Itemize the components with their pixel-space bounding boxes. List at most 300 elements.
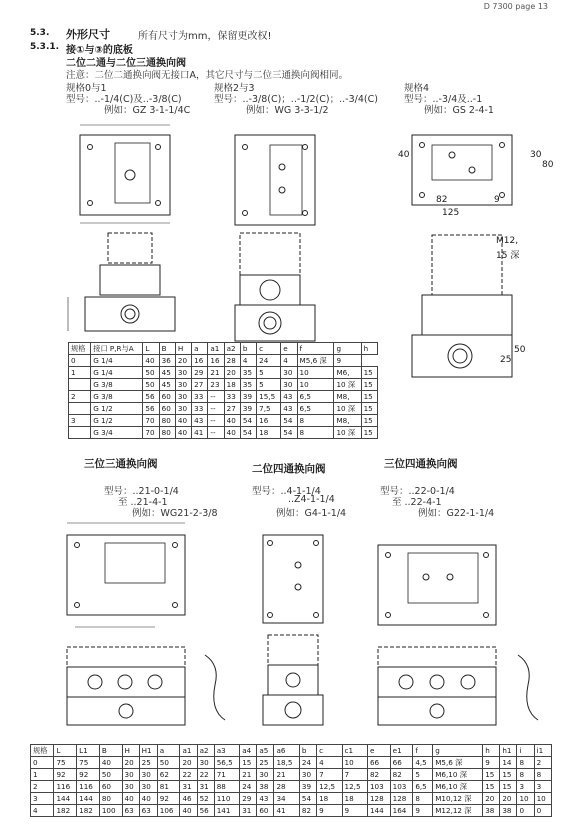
table-header: 规格 xyxy=(69,343,91,355)
table-header: c1 xyxy=(342,745,367,757)
valve-title: 二位二通与二位三通换向阀 xyxy=(66,58,186,69)
table-header: i1 xyxy=(534,745,551,757)
table-cell: M6, xyxy=(334,367,361,379)
table-cell: 80 xyxy=(159,415,175,427)
size4-drawing xyxy=(392,115,552,385)
table-cell xyxy=(69,403,91,415)
table-cell: 3 xyxy=(69,415,91,427)
table-cell: M6,10 深 xyxy=(433,769,483,781)
table-cell: 31 xyxy=(240,805,257,817)
table-header: H xyxy=(175,343,191,355)
table-cell: 50 xyxy=(143,379,159,391)
dim-label: 9 xyxy=(494,195,500,205)
table-cell: 33 xyxy=(192,403,208,415)
table-row xyxy=(31,793,552,805)
table-header: a xyxy=(157,745,180,757)
table-cell: 30 xyxy=(122,781,139,793)
table-cell: 50 xyxy=(143,367,159,379)
table-cell: 15 xyxy=(500,769,517,781)
table-cell: 60 xyxy=(159,403,175,415)
table-cell: 8 xyxy=(297,415,334,427)
table-cell: 21 xyxy=(274,769,299,781)
table-cell: 7,5 xyxy=(257,403,281,415)
table-cell: 2 xyxy=(534,757,551,769)
table-cell: 15 xyxy=(483,769,500,781)
table-header: a6 xyxy=(274,745,299,757)
group-type: 至 ..21-4-1 xyxy=(118,497,168,508)
table-cell: M5,6 深 xyxy=(297,355,334,367)
table-cell: 2 xyxy=(31,781,54,793)
table-cell: 45 xyxy=(159,379,175,391)
dimension-table-1 xyxy=(68,342,378,439)
table-cell: 23 xyxy=(208,379,224,391)
table-cell: 29 xyxy=(192,367,208,379)
table-cell: 12,5 xyxy=(342,781,367,793)
table-cell: 56,5 xyxy=(214,757,239,769)
table-cell: 30 xyxy=(175,367,191,379)
table-cell: 24 xyxy=(240,781,257,793)
group-example: 例如：WG21-2-3/8 xyxy=(132,508,218,519)
table-cell: 25 xyxy=(139,757,157,769)
table-header: 接口 P,R与A xyxy=(91,343,143,355)
table-cell: 28 xyxy=(274,781,299,793)
table-cell: 46 xyxy=(180,793,197,805)
table-row xyxy=(69,427,378,439)
table-cell: 82 xyxy=(367,769,390,781)
table-cell: 100 xyxy=(99,805,122,817)
table-cell: G 1/2 xyxy=(91,415,143,427)
table-row xyxy=(69,379,378,391)
table-header: a1 xyxy=(180,745,197,757)
table-cell: 31 xyxy=(197,781,214,793)
table-cell: 66 xyxy=(390,757,413,769)
group-size: 规格4 xyxy=(404,83,430,94)
subsection-title: 接①与③的底板 xyxy=(66,45,133,56)
table-cell: G 3/8 xyxy=(91,379,143,391)
table-cell: 82 xyxy=(299,805,316,817)
table-header: h1 xyxy=(500,745,517,757)
table-cell: 25 xyxy=(257,757,274,769)
table-cell: 15 xyxy=(361,367,377,379)
table-cell: 20 xyxy=(500,793,517,805)
table-cell: M8, xyxy=(334,415,361,427)
table-cell: 3 xyxy=(534,781,551,793)
table-cell: 35 xyxy=(240,367,256,379)
table-cell: 24 xyxy=(257,355,281,367)
table-cell: 10 xyxy=(534,793,551,805)
table-cell: 92 xyxy=(77,769,100,781)
table-cell: 9 xyxy=(342,805,367,817)
table-cell: 43 xyxy=(281,403,297,415)
table-cell: 88 xyxy=(214,781,239,793)
table-cell: 80 xyxy=(99,793,122,805)
table-cell: 22 xyxy=(197,769,214,781)
table-cell: 18 xyxy=(224,379,240,391)
table-cell: 20 xyxy=(122,757,139,769)
group-type: 型号：..21-0-1/4 xyxy=(104,486,179,497)
group-type: 型号：..22-0-1/4 xyxy=(380,486,455,497)
table-cell: 7 xyxy=(317,769,342,781)
table-cell: 30 xyxy=(175,403,191,415)
group-title: 二位四通换向阀 xyxy=(252,463,326,475)
table-cell: 18 xyxy=(342,793,367,805)
section-number: 5.3. xyxy=(30,28,50,38)
table-cell: 116 xyxy=(77,781,100,793)
table-cell: G 3/4 xyxy=(91,427,143,439)
table-cell: 14 xyxy=(500,757,517,769)
table-row xyxy=(31,757,552,769)
table-cell: 56 xyxy=(143,391,159,403)
table-cell: 128 xyxy=(390,793,413,805)
table-cell: -- xyxy=(208,427,224,439)
table-cell: 15 xyxy=(240,757,257,769)
group-size: 规格0与1 xyxy=(66,83,107,94)
table-header: a2 xyxy=(197,745,214,757)
table-row xyxy=(31,769,552,781)
table-cell: 20 xyxy=(224,367,240,379)
table-cell: 9 xyxy=(317,805,342,817)
table-cell: 54 xyxy=(281,415,297,427)
table-cell: 40 xyxy=(224,415,240,427)
table-cell: 38 xyxy=(483,805,500,817)
table-cell: -- xyxy=(208,415,224,427)
table-cell: 10 xyxy=(517,793,534,805)
table-cell: 9 xyxy=(334,355,361,367)
table-cell: 27 xyxy=(224,403,240,415)
table-cell: 30 xyxy=(175,379,191,391)
table-header: a xyxy=(192,343,208,355)
table-cell: 144 xyxy=(54,793,77,805)
section-note: 所有尺寸为mm，保留更改权! xyxy=(138,31,272,42)
table-cell: 29 xyxy=(240,793,257,805)
table-cell: 33 xyxy=(224,391,240,403)
table-cell: 31 xyxy=(180,781,197,793)
dim-label: 30 xyxy=(530,150,542,160)
group-example: 例如：G4-1-1/4 xyxy=(276,508,347,519)
table-cell: 144 xyxy=(367,805,390,817)
table-cell: 18 xyxy=(257,427,281,439)
table-cell: M10,12 深 xyxy=(433,793,483,805)
table-cell: 16 xyxy=(192,355,208,367)
group-size: 规格2与3 xyxy=(214,83,255,94)
group-type: 型号：..-1/4(C)及..-3/8(C) xyxy=(66,94,182,105)
table-header: h xyxy=(483,745,500,757)
table-cell: -- xyxy=(208,391,224,403)
table-cell: 54 xyxy=(281,427,297,439)
table-header: a3 xyxy=(214,745,239,757)
table-cell: 50 xyxy=(99,769,122,781)
table-header: 规格 xyxy=(31,745,54,757)
table-cell: 12,5 xyxy=(317,781,342,793)
table-cell: 20 xyxy=(175,355,191,367)
table-cell: 6,5 xyxy=(297,391,334,403)
table-cell: 54 xyxy=(240,427,256,439)
table-cell: M5,6 深 xyxy=(433,757,483,769)
table-cell: 75 xyxy=(77,757,100,769)
table-cell: 24 xyxy=(299,757,316,769)
group-example: 例如：G22-1-1/4 xyxy=(418,508,495,519)
dim-label: 125 xyxy=(442,208,460,218)
size01-drawing xyxy=(60,115,200,345)
table-cell: 4 xyxy=(240,355,256,367)
table-cell: 116 xyxy=(54,781,77,793)
table-cell: 33 xyxy=(192,391,208,403)
table-header: L1 xyxy=(77,745,100,757)
table-header: a4 xyxy=(240,745,257,757)
group-example: 例如：WG 3-3-1/2 xyxy=(246,105,329,116)
table-cell: 35 xyxy=(240,379,256,391)
table-cell: 15,5 xyxy=(257,391,281,403)
table-cell: 8 xyxy=(517,757,534,769)
table-cell: 6,5 xyxy=(297,403,334,415)
table-header: a2 xyxy=(224,343,240,355)
table-cell: 103 xyxy=(390,781,413,793)
dim-label: 82 xyxy=(436,195,448,205)
table-header: f xyxy=(297,343,334,355)
table-cell: 15 xyxy=(361,403,377,415)
table-cell: 8 xyxy=(534,769,551,781)
table-cell: 43 xyxy=(281,391,297,403)
table-cell: 75 xyxy=(54,757,77,769)
table-cell: 40 xyxy=(224,427,240,439)
table-header: B xyxy=(99,745,122,757)
table-cell: 8 xyxy=(517,769,534,781)
table-header-row xyxy=(69,343,378,355)
table-cell: 16 xyxy=(257,415,281,427)
table-cell: 110 xyxy=(214,793,239,805)
table-cell: 40 xyxy=(139,793,157,805)
table-cell: 144 xyxy=(77,793,100,805)
group-example: 例如：GZ 3-1-1/4C xyxy=(104,105,191,116)
table-cell: 141 xyxy=(214,805,239,817)
table-cell: 1 xyxy=(69,367,91,379)
table-cell: 3 xyxy=(517,781,534,793)
table-cell: 30 xyxy=(299,769,316,781)
table-cell: 4 xyxy=(317,757,342,769)
table-cell: 15 xyxy=(500,781,517,793)
dim-label: 40 xyxy=(398,150,410,160)
group-title: 三位三通换向阀 xyxy=(84,458,158,470)
table-cell: 43 xyxy=(192,415,208,427)
4way3pos-drawing xyxy=(368,515,558,730)
table-row xyxy=(69,367,378,379)
table-cell: -- xyxy=(208,403,224,415)
4way2pos-drawing xyxy=(248,515,358,730)
table-header-row xyxy=(31,745,552,757)
table-cell: 62 xyxy=(157,769,180,781)
table-cell xyxy=(69,427,91,439)
page-id: D 7300 page 13 xyxy=(483,2,548,11)
table-cell: 54 xyxy=(240,415,256,427)
table-cell: 27 xyxy=(192,379,208,391)
table-header: c xyxy=(257,343,281,355)
thread-label: M12, xyxy=(496,236,519,246)
table-cell: 15 xyxy=(361,391,377,403)
table-cell: 20 xyxy=(180,757,197,769)
table-cell: 22 xyxy=(180,769,197,781)
table-cell: 15 xyxy=(361,415,377,427)
table-cell: 50 xyxy=(157,757,180,769)
depth-label: 15 深 xyxy=(496,251,520,261)
table-header: b xyxy=(240,343,256,355)
table-cell: 70 xyxy=(143,427,159,439)
table-cell: 60 xyxy=(257,805,274,817)
table-cell: 18,5 xyxy=(274,757,299,769)
table-cell: M12,12 深 xyxy=(433,805,483,817)
table-cell: 40 xyxy=(99,757,122,769)
table-cell: 10 xyxy=(297,367,334,379)
table-cell: 92 xyxy=(54,769,77,781)
table-cell xyxy=(69,379,91,391)
table-cell: 5 xyxy=(257,379,281,391)
table-cell: 63 xyxy=(122,805,139,817)
table-cell: 71 xyxy=(214,769,239,781)
table-cell: 4 xyxy=(31,805,54,817)
section-title: 外形尺寸 xyxy=(66,28,110,41)
table-header: i xyxy=(517,745,534,757)
table-cell: 20 xyxy=(483,793,500,805)
table-row xyxy=(69,391,378,403)
table-cell: 39 xyxy=(240,403,256,415)
table-cell: 56 xyxy=(143,403,159,415)
table-cell: 81 xyxy=(157,781,180,793)
table-header: L xyxy=(143,343,159,355)
subsection-number: 5.3.1. xyxy=(30,42,60,52)
table-cell: 56 xyxy=(197,805,214,817)
table-cell: 36 xyxy=(159,355,175,367)
size23-drawing xyxy=(220,115,340,345)
table-header: h xyxy=(361,343,377,355)
table-cell: 4,5 xyxy=(413,757,433,769)
table-cell: 30 xyxy=(175,391,191,403)
group-title: 三位四通换向阀 xyxy=(384,458,458,470)
table-cell: 15 xyxy=(483,781,500,793)
table-cell: 39 xyxy=(240,391,256,403)
table-cell: 40 xyxy=(122,793,139,805)
table-cell: 38 xyxy=(500,805,517,817)
table-cell: 9 xyxy=(413,805,433,817)
table-header: e xyxy=(281,343,297,355)
table-row xyxy=(69,415,378,427)
table-cell: 41 xyxy=(274,805,299,817)
table-cell: 66 xyxy=(367,757,390,769)
table-cell: 40 xyxy=(175,415,191,427)
table-header: c xyxy=(317,745,342,757)
table-cell: 30 xyxy=(139,769,157,781)
table-row xyxy=(31,805,552,817)
table-header: b xyxy=(299,745,316,757)
table-cell: 10 xyxy=(342,757,367,769)
dim-label: 50 xyxy=(514,345,526,355)
table-header: e1 xyxy=(390,745,413,757)
group-type: 型号：..-3/4及..-1 xyxy=(404,94,483,105)
table-cell: 82 xyxy=(390,769,413,781)
table-cell: 1 xyxy=(31,769,54,781)
table-cell: 43 xyxy=(257,793,274,805)
table-cell: 30 xyxy=(257,769,274,781)
table-cell: 39 xyxy=(299,781,316,793)
table-cell: 40 xyxy=(180,805,197,817)
table-cell: 5 xyxy=(257,367,281,379)
table-cell: 7 xyxy=(342,769,367,781)
table-cell: 182 xyxy=(54,805,77,817)
table-header: g xyxy=(433,745,483,757)
table-cell: 80 xyxy=(159,427,175,439)
table-cell: G 1/4 xyxy=(91,367,143,379)
group-type: ..Z4-1-1/4 xyxy=(288,494,335,505)
table-header: g xyxy=(334,343,361,355)
table-cell: 2 xyxy=(69,391,91,403)
table-row xyxy=(31,781,552,793)
table-cell: 60 xyxy=(159,391,175,403)
table-cell: G 1/2 xyxy=(91,403,143,415)
table-cell: 41 xyxy=(192,427,208,439)
table-cell: 34 xyxy=(274,793,299,805)
table-cell: M8, xyxy=(334,391,361,403)
table-cell: 0 xyxy=(534,805,551,817)
table-cell: 45 xyxy=(159,367,175,379)
table-cell: 0 xyxy=(69,355,91,367)
table-cell: 0 xyxy=(517,805,534,817)
table-header: L xyxy=(54,745,77,757)
table-cell: 10 xyxy=(297,379,334,391)
table-cell: 8 xyxy=(297,427,334,439)
remark: 注意：二位二通换向阀无接口A，其它尺寸与二位三通换向阀相同。 xyxy=(66,70,348,81)
table-cell: 15 xyxy=(361,427,377,439)
table-header: e xyxy=(367,745,390,757)
table-cell: 30 xyxy=(281,379,297,391)
table-cell: 30 xyxy=(122,769,139,781)
table-cell: 9 xyxy=(483,757,500,769)
table-cell: 54 xyxy=(299,793,316,805)
table-row xyxy=(69,403,378,415)
table-cell: 182 xyxy=(77,805,100,817)
table-header: f xyxy=(413,745,433,757)
table-cell: 15 xyxy=(361,379,377,391)
table-cell: 92 xyxy=(157,793,180,805)
dimension-table-2 xyxy=(30,744,552,817)
table-header: a1 xyxy=(208,343,224,355)
table-cell: 30 xyxy=(139,781,157,793)
table-cell: 21 xyxy=(208,367,224,379)
table-cell: 21 xyxy=(240,769,257,781)
table-cell: 106 xyxy=(157,805,180,817)
table-cell: 3 xyxy=(31,793,54,805)
table-cell: 164 xyxy=(390,805,413,817)
table-row xyxy=(69,355,378,367)
table-cell: 0 xyxy=(31,757,54,769)
table-cell: 4 xyxy=(281,355,297,367)
table-header: B xyxy=(159,343,175,355)
table-cell: 5 xyxy=(413,769,433,781)
group-type: 型号：..-3/8(C)；..-1/2(C)；..-3/4(C) xyxy=(214,94,378,105)
group-type: 至 ..22-4-1 xyxy=(392,497,442,508)
table-cell: 63 xyxy=(139,805,157,817)
group-example: 例如：GS 2-4-1 xyxy=(424,105,494,116)
table-cell: 6,5 xyxy=(413,781,433,793)
table-cell: 10 深 xyxy=(334,379,361,391)
table-cell: 10 深 xyxy=(334,403,361,415)
table-cell: M6,10 深 xyxy=(433,781,483,793)
table-header: H1 xyxy=(139,745,157,757)
table-cell: 40 xyxy=(143,355,159,367)
table-cell: 70 xyxy=(143,415,159,427)
table-cell: 10 深 xyxy=(334,427,361,439)
table-cell: 128 xyxy=(367,793,390,805)
table-cell: G 1/4 xyxy=(91,355,143,367)
table-header: H xyxy=(122,745,139,757)
table-cell: 16 xyxy=(208,355,224,367)
